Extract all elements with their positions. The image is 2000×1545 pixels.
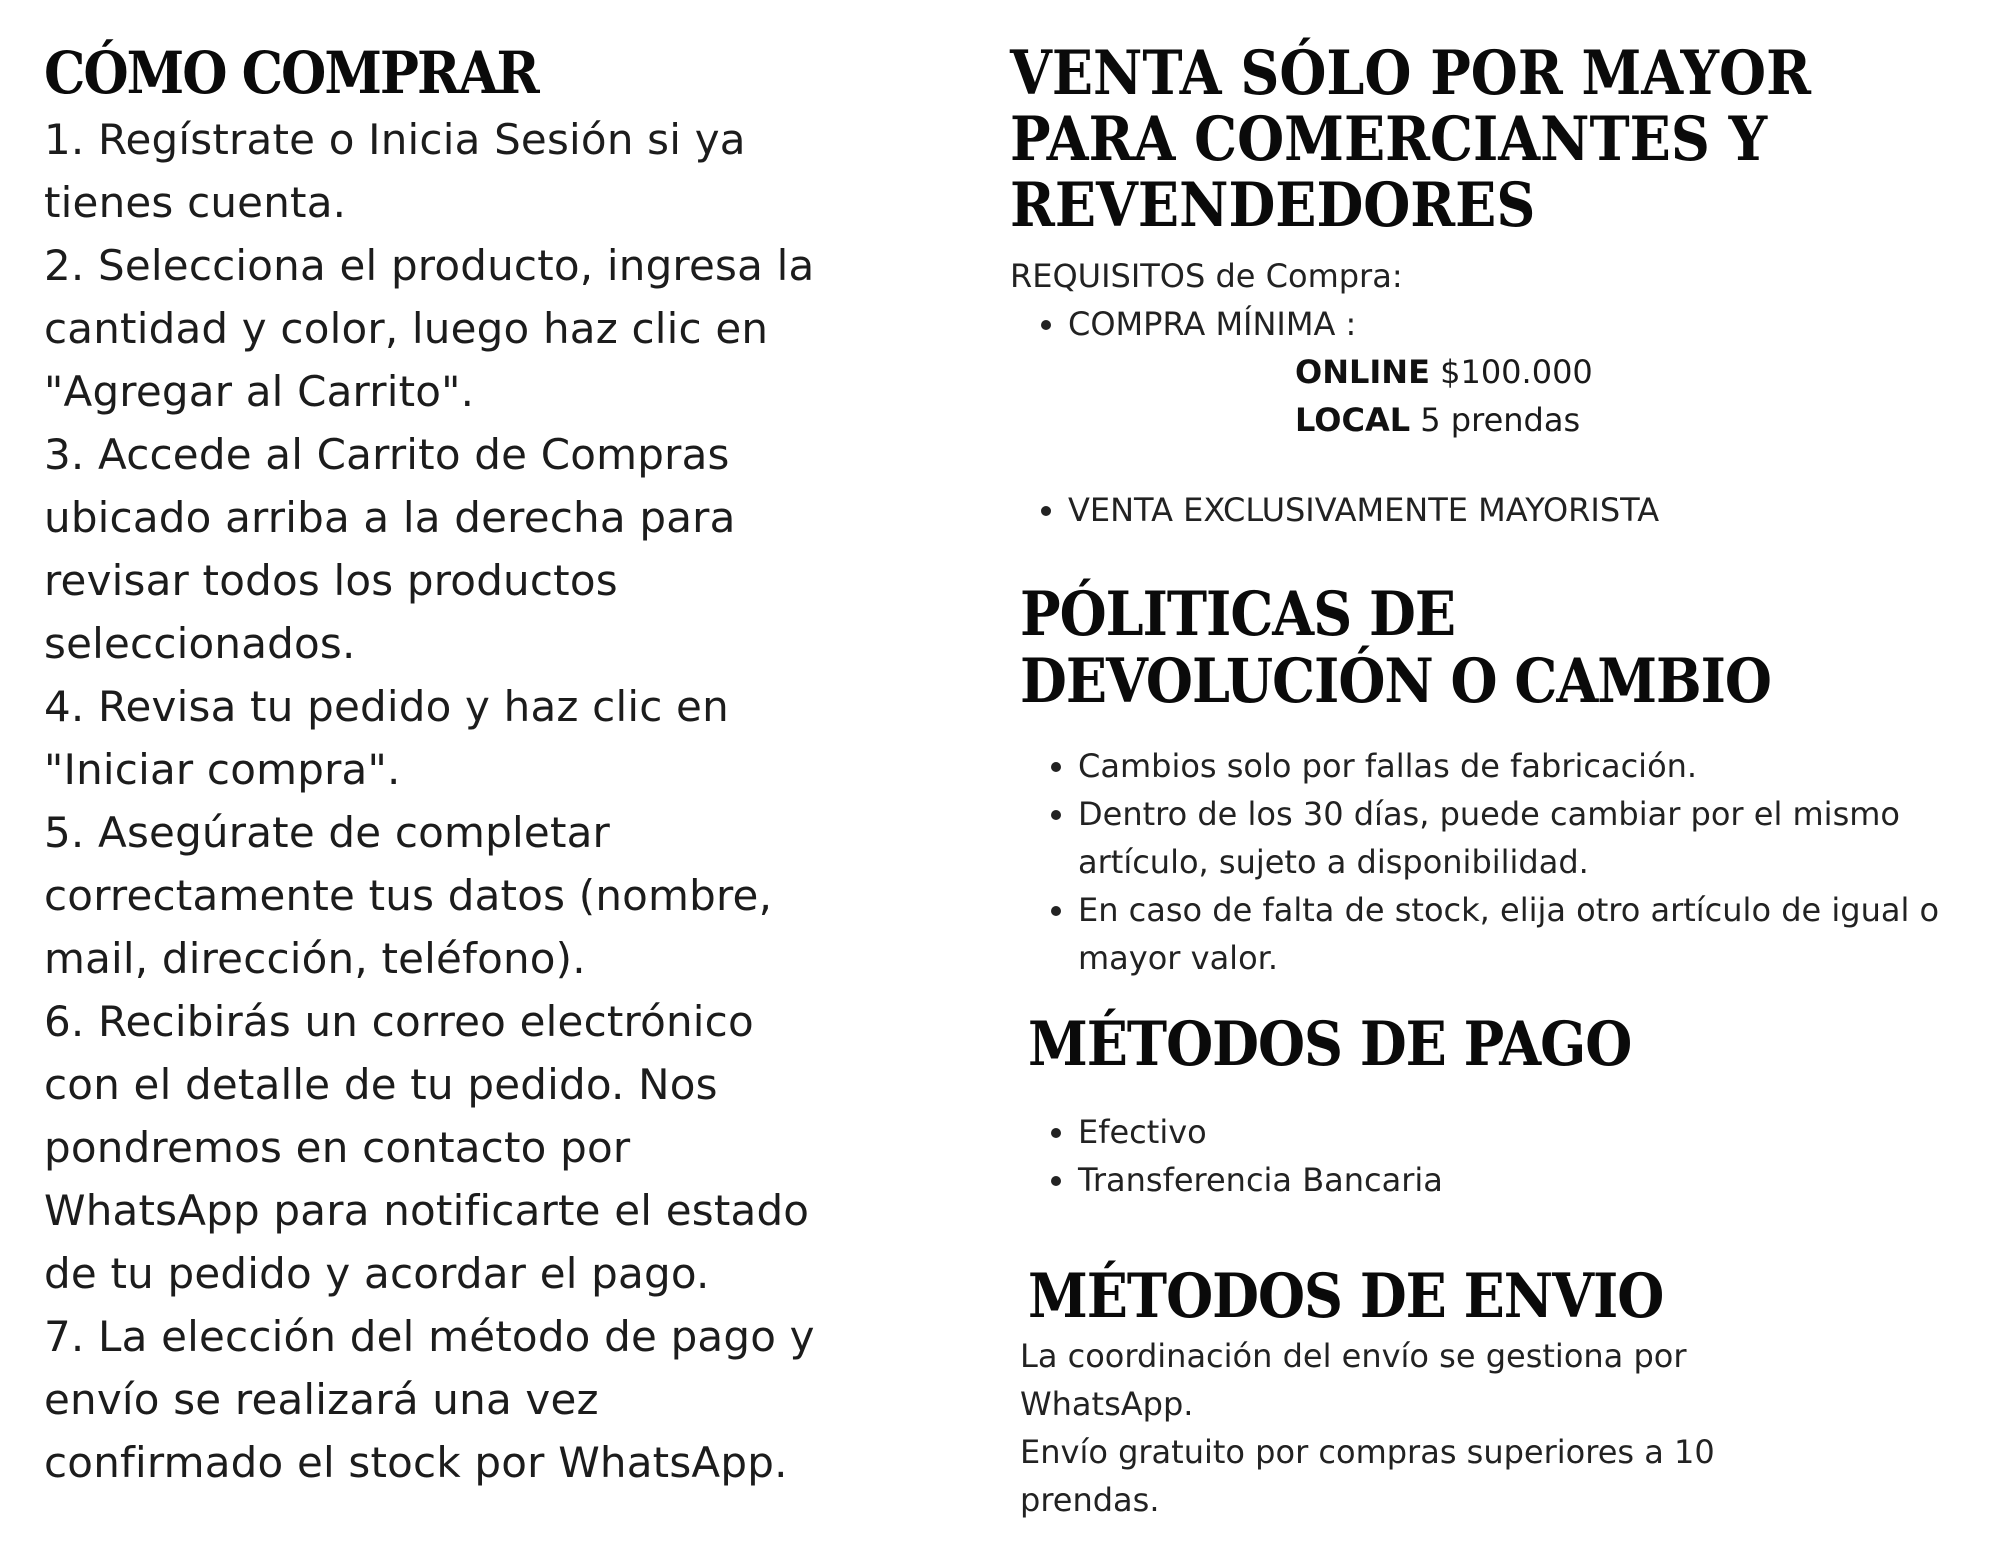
- how-to-buy-title: CÓMO COMPRAR: [44, 39, 538, 108]
- requirements-block: [1010, 252, 1970, 534]
- policies-section: [1020, 577, 1980, 982]
- step-item: 4. Revisa tu pedido y haz clic en "Iniciar compra".: [44, 682, 729, 794]
- policy-item: • Cambios solo por fallas de fabricación.: [1078, 742, 1958, 790]
- minimum-purchase-item: [1068, 300, 1970, 348]
- wholesale-section: [1010, 36, 1970, 241]
- shipping-coordination-text: La coordinación del envío se gestiona por WhatsApp.: [1020, 1337, 1687, 1423]
- online-minimum: [1010, 348, 1970, 396]
- policies-list: [1020, 742, 1958, 982]
- how-to-buy-section: [44, 38, 904, 1494]
- local-minimum: [1010, 396, 1970, 444]
- shipping-section: [1020, 1259, 1988, 1524]
- local-value: 5 prendas: [1420, 401, 1581, 439]
- online-label: ONLINE: [1295, 353, 1430, 391]
- exclusive-list: [1010, 486, 1970, 534]
- requirements-list: [1010, 300, 1970, 348]
- payment-title: MÉTODOS DE PAGO: [1028, 1007, 1632, 1080]
- step-item: 7. La elección del método de pago y envío se realizará una vez confirmado el stock por WhatsApp.: [44, 1312, 815, 1487]
- online-value: $100.000: [1440, 353, 1593, 391]
- wholesale-title: VENTA SÓLO POR MAYOR PARA COMERCIANTES Y REVENDEDORES: [1010, 36, 1811, 241]
- minimum-label: COMPRA MÍNIMA :: [1068, 305, 1357, 343]
- step-item: 1. Regístrate o Inicia Sesión si ya tienes cuenta.: [44, 115, 746, 227]
- payment-method-item: • Efectivo: [1078, 1108, 1988, 1156]
- payment-method-item: • Transferencia Bancaria: [1078, 1156, 1988, 1204]
- local-label: LOCAL: [1295, 401, 1411, 439]
- step-item: 2. Selecciona el producto, ingresa la cantidad y color, luego haz clic en "Agregar al Carrito".: [44, 241, 815, 416]
- step-item: 5. Asegúrate de completar correctamente tus datos (nombre, mail, dirección, teléfono).: [44, 808, 773, 983]
- steps-list: [44, 108, 904, 1494]
- requirements-label: REQUISITOS de Compra:: [1010, 257, 1403, 295]
- policy-item: • Dentro de los 30 días, puede cambiar por el mismo artículo, sujeto a disponibilidad.: [1078, 790, 1958, 886]
- shipping-title: MÉTODOS DE ENVIO: [1028, 1259, 1664, 1332]
- shipping-free-text: Envío gratuito por compras superiores a 10 prendas.: [1020, 1433, 1715, 1519]
- policy-item: • En caso de falta de stock, elija otro artículo de igual o mayor valor.: [1078, 886, 1958, 982]
- policies-title: PÓLITICAS DE DEVOLUCIÓN O CAMBIO: [1020, 577, 1771, 717]
- exclusive-item: • VENTA EXCLUSIVAMENTE MAYORISTA: [1068, 486, 1970, 534]
- step-item: 6. Recibirás un correo electrónico con el detalle de tu pedido. Nos pondremos en contacto por WhatsApp para notificarte el estado de tu pedido y acordar el pago.: [44, 997, 810, 1298]
- payment-section: [1028, 1007, 1988, 1204]
- step-item: 3. Accede al Carrito de Compras ubicado arriba a la derecha para revisar todos los productos seleccionados.: [44, 430, 736, 668]
- payment-list: [1028, 1108, 1988, 1204]
